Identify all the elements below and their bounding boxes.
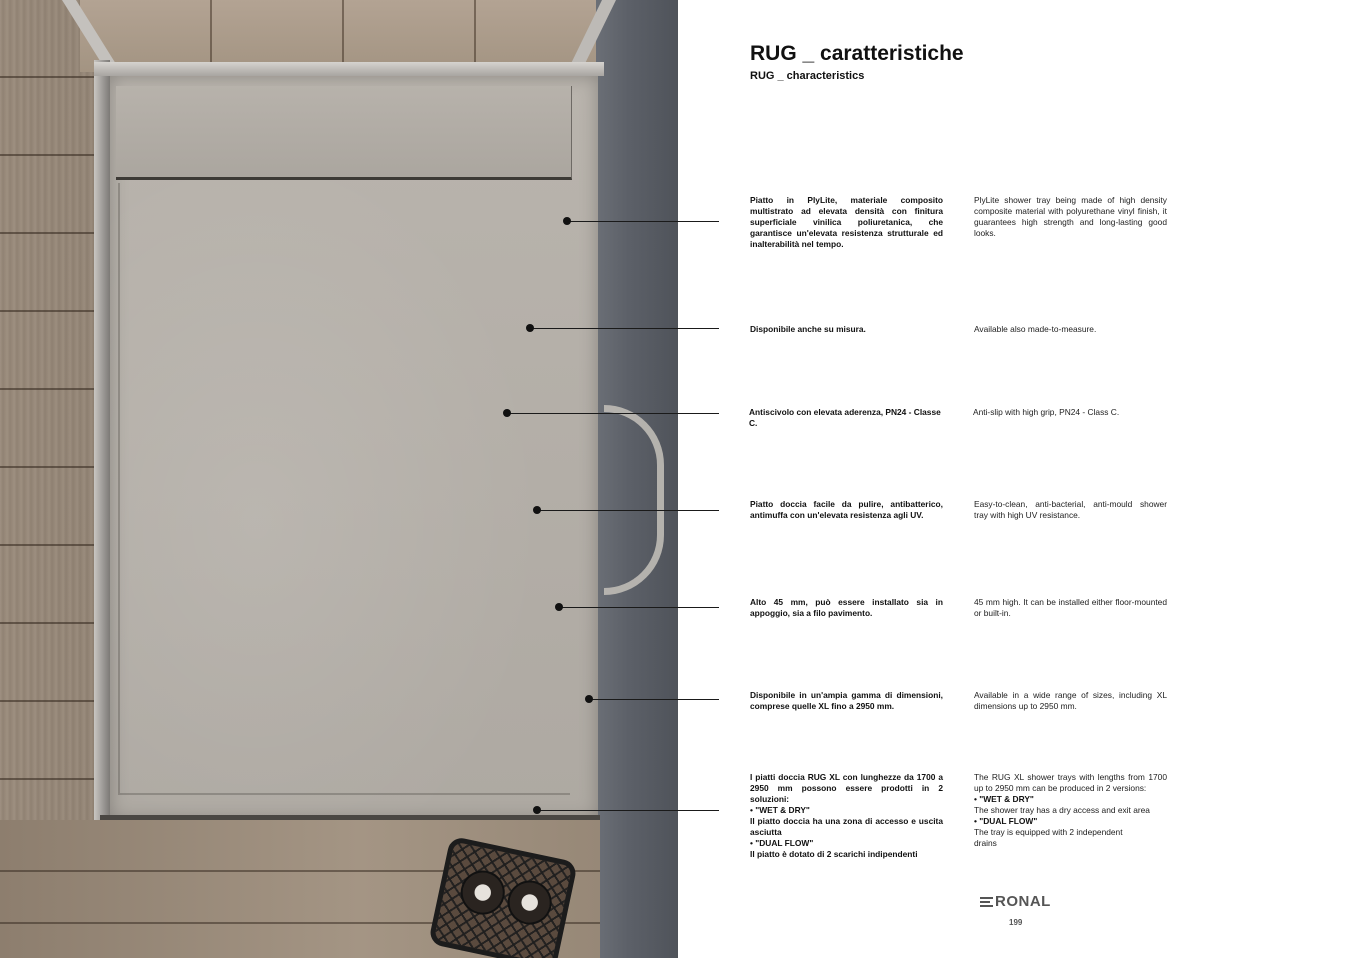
callout-line-6: [589, 699, 719, 700]
shower-frame-left: [94, 60, 110, 835]
shower-tray-inner-edge: [118, 183, 570, 795]
callout-line-3: [507, 413, 719, 414]
shower-frame-top: [94, 62, 604, 76]
rolled-towel: [457, 866, 509, 918]
brand-name: RONAL: [995, 893, 1051, 910]
feature-7-it: I piatti doccia RUG XL con lunghezze da 1700 a 2950 mm possono essere prodotti in 2 soluzioni: • "WET & DRY" Il piatto doccia ha una zona di accesso e uscita asciutta • "DUAL FLOW" Il piatto è dotato di 2 scarichi indipendenti: [750, 772, 943, 859]
feature-3-it: Antiscivolo con elevata aderenza, PN24 - Classe C.: [749, 407, 941, 428]
feature-5-it: Alto 45 mm, può essere installato sia in appoggio, sia a filo pavimento.: [750, 597, 943, 618]
callout-line-7: [537, 810, 719, 811]
rolled-towel: [504, 876, 556, 928]
feature-6-en: Available in a wide range of sizes, including XL dimensions up to 2950 mm.: [974, 690, 1167, 711]
callout-line-2: [530, 328, 719, 329]
page-subtitle: RUG _ characteristics: [750, 70, 865, 82]
callout-dot-4: [533, 506, 541, 514]
callout-line-5: [559, 607, 719, 608]
callout-line-4: [537, 510, 719, 511]
page-number: 199: [1009, 918, 1023, 927]
callout-line-1: [567, 221, 719, 222]
callout-dot-6: [585, 695, 593, 703]
feature-4-en: Easy-to-clean, anti-bacterial, anti-mould shower tray with high UV resistance.: [974, 499, 1167, 520]
feature-2-it: Disponibile anche su misura.: [750, 324, 866, 334]
feature-4-it: Piatto doccia facile da pulire, antibatterico, antimuffa con un'elevata resistenza agli UV.: [750, 499, 943, 520]
feature-3-en: Anti-slip with high grip, PN24 - Class C.: [973, 407, 1120, 417]
ronal-logo-icon: [980, 896, 993, 908]
callout-dot-2: [526, 324, 534, 332]
callout-dot-7: [533, 806, 541, 814]
callout-dot-5: [555, 603, 563, 611]
grab-handle: [604, 405, 664, 595]
feature-6-it: Disponibile in un'ampia gamma di dimensioni, comprese quelle XL fino a 2950 mm.: [750, 690, 943, 711]
callout-dot-3: [503, 409, 511, 417]
page-title: RUG _ caratteristiche: [750, 42, 964, 65]
feature-1-en: PlyLite shower tray being made of high density composite material with polyurethane vinyl finish, it guarantees high strength and long-lasting good looks.: [974, 195, 1167, 238]
callout-dot-1: [563, 217, 571, 225]
feature-1-it: Piatto in PlyLite, materiale composito multistrato ad elevata densità con finitura superficiale vinilica poliuretanica, che garantisce un'elevata resistenza strutturale ed inalterabilità nel tempo.: [750, 195, 943, 249]
shower-tray-drain-section: [116, 86, 572, 180]
feature-5-en: 45 mm high. It can be installed either floor-mounted or built-in.: [974, 597, 1167, 618]
feature-7-en: The RUG XL shower trays with lengths from 1700 up to 2950 mm can be produced in 2 versions: • "WET & DRY" The shower tray has a dry access and exit area • "DUAL FLOW" The tray is equipped with 2 independent drains: [974, 772, 1167, 848]
brand-logo: [980, 893, 1051, 910]
feature-2-en: Available also made-to-measure.: [974, 324, 1097, 334]
